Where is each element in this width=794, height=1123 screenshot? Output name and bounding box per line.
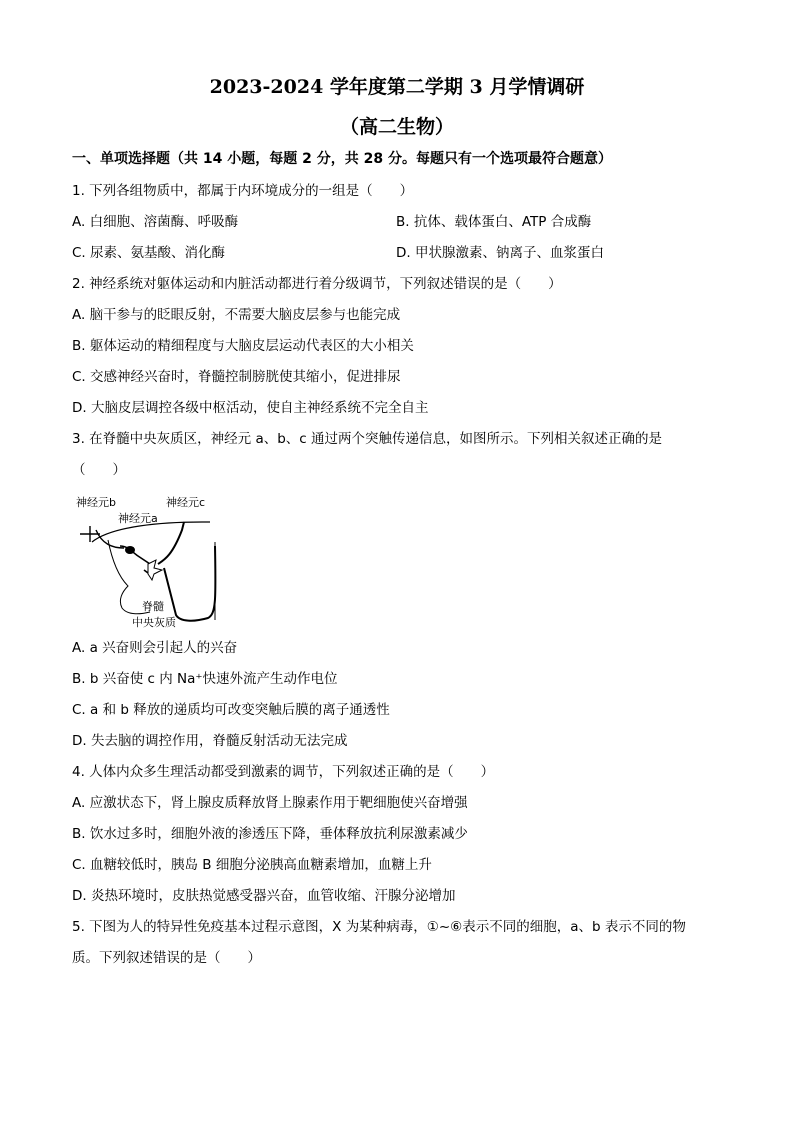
q4-option-a: A. 应激状态下，肾上腺皮质释放肾上腺素作用于靶细胞使兴奋增强	[72, 795, 468, 811]
q1-stem: 1. 下列各组物质中，都属于内环境成分的一组是（ ）	[72, 183, 414, 199]
q1-option-d: D. 甲状腺激素、钠离子、血浆蛋白	[396, 245, 604, 261]
q3-stem: 3. 在脊髓中央灰质区，神经元 a、b、c 通过两个突触传递信息，如图所示。下列相关叙述正确的是	[72, 431, 663, 447]
q5-stem: 5. 下图为人的特异性免疫基本过程示意图，X 为某种病毒，①~⑥表示不同的细胞，a、b 表示不同的物	[72, 919, 686, 935]
q1-option-b: B. 抗体、载体蛋白、ATP 合成酶	[396, 214, 592, 230]
q3-option-c: C. a 和 b 释放的递质均可改变突触后膜的离子通透性	[72, 702, 390, 718]
q1-option-c: C. 尿素、氨基酸、消化酶	[72, 245, 226, 261]
page-title: 2023-2024 学年度第二学期 3 月学情调研	[209, 76, 585, 98]
q2-option-d: D. 大脑皮层调控各级中枢活动，使自主神经系统不完全自主	[72, 400, 429, 416]
q2-option-a: A. 脑干参与的眨眼反射，不需要大脑皮层参与也能完成	[72, 307, 401, 323]
q3-stem-continued: （ ）	[72, 462, 126, 478]
q4-option-d: D. 炎热环境时，皮肤热觉感受器兴奋，血管收缩、汗腺分泌增加	[72, 888, 456, 904]
q1-option-a: A. 白细胞、溶菌酶、呼吸酶	[72, 214, 239, 230]
q5-stem-continued: 质。下列叙述错误的是（ ）	[72, 950, 261, 966]
q3-option-b: B. b 兴奋使 c 内 Na⁺快速外流产生动作电位	[72, 671, 338, 687]
figure-label-spinal-cord: 脊髓	[142, 600, 164, 613]
figure-label-neuron-a: 神经元a	[118, 512, 158, 525]
q3-option-d: D. 失去脑的调控作用，脊髓反射活动无法完成	[72, 733, 348, 749]
q2-option-b: B. 躯体运动的精细程度与大脑皮层运动代表区的大小相关	[72, 338, 414, 354]
spinal-cord-outline	[92, 522, 210, 542]
figure-label-neuron-b: 神经元b	[76, 496, 116, 509]
figure-label-neuron-c: 神经元c	[166, 496, 206, 509]
q4-stem: 4. 人体内众多生理活动都受到激素的调节，下列叙述正确的是（ ）	[72, 764, 495, 780]
q2-stem: 2. 神经系统对躯体运动和内脏活动都进行着分级调节，下列叙述错误的是（ ）	[72, 276, 562, 292]
page-subtitle: （高二生物）	[339, 116, 454, 138]
q3-option-a: A. a 兴奋则会引起人的兴奋	[72, 640, 238, 656]
neuron-b-fiber	[80, 526, 124, 548]
neuron-c-axon	[158, 522, 215, 621]
q2-option-c: C. 交感神经兴奋时，脊髓控制膀胱使其缩小，促进排尿	[72, 369, 401, 385]
q4-option-b: B. 饮水过多时，细胞外液的渗透压下降，垂体释放抗利尿激素减少	[72, 826, 468, 842]
q4-option-c: C. 血糖较低时，胰岛 B 细胞分泌胰高血糖素增加，血糖上升	[72, 857, 432, 873]
figure-label-central-gray: 中央灰质	[132, 616, 176, 629]
spinal-cord-neuron-figure	[72, 490, 232, 635]
section-heading: 一、单项选择题（共 14 小题，每题 2 分，共 28 分。每题只有一个选项最符合题意）	[72, 151, 612, 167]
neuron-a-soma	[125, 546, 135, 554]
